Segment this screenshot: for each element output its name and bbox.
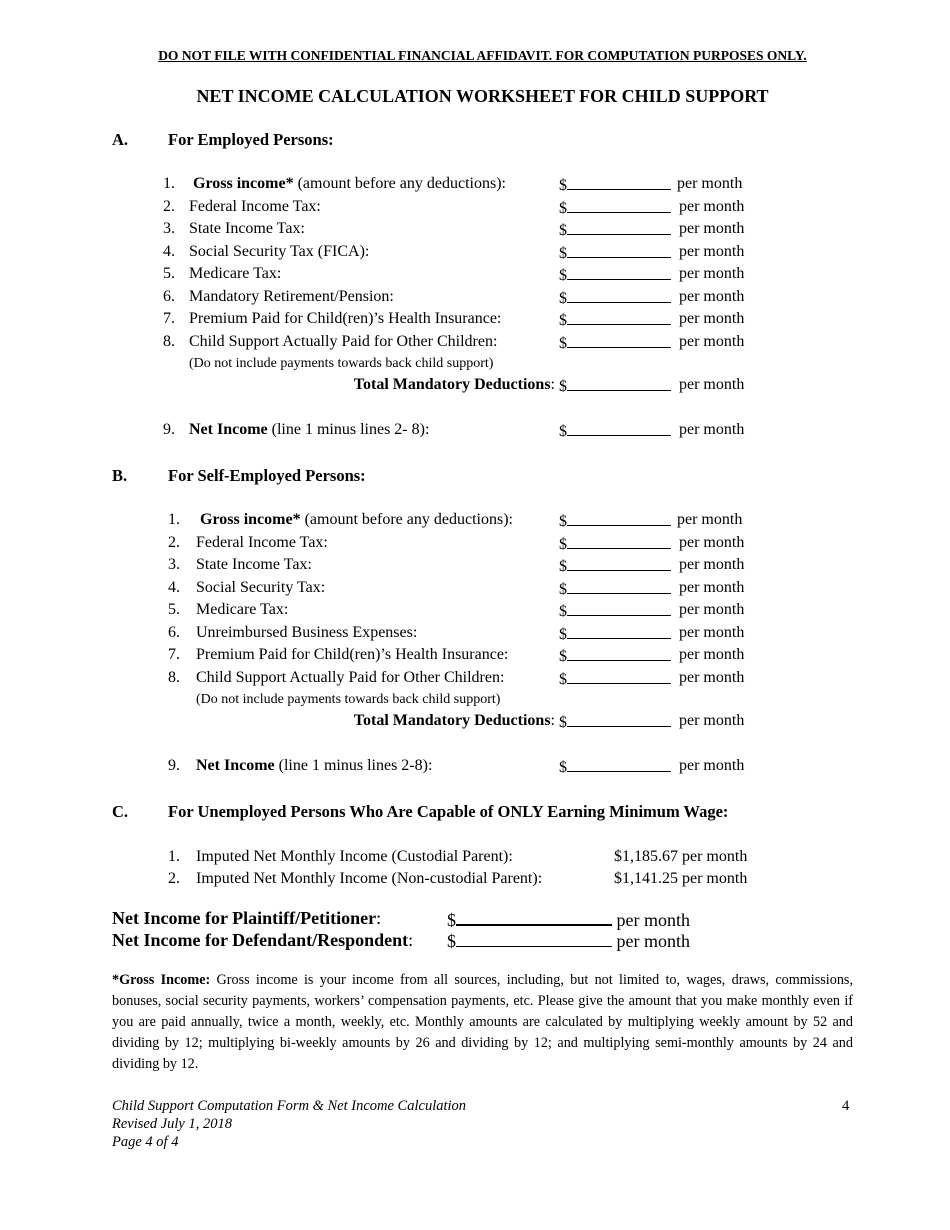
per-month-label: per month [679,421,745,438]
footnote-text: Gross income is your income from all sources, including, but not limited to, wages, draws, commissions, bonuses, social security payments, workers’ compensation payments, etc. Please give the amount that you make monthly even if you are paid annually, twice a month, weekly, etc. Monthly amounts are calculated by multiplying weekly amount by 52 and dividing by 12; multiplying bi-weekly amounts by 26 and dividing by 12; and multiplying semi-monthly amounts by 24 and dividing by 12. [112,972,853,1072]
deduction-line-label: Medicare Tax: [196,601,289,618]
section-a-heading: For Employed Persons: [168,130,334,149]
currency-symbol: $ [559,558,567,575]
line-description [196,556,312,574]
per-month-label: per month [679,265,745,282]
per-month-label: per month [679,624,745,641]
currency-symbol: $ [559,335,567,352]
line-description [189,288,394,306]
deduction-line-label: Medicare Tax: [189,265,282,282]
amount-field[interactable] [559,243,671,263]
deduction-line-label: Unreimbursed Business Expenses: [196,624,418,641]
amount-field[interactable] [559,421,671,441]
line-number: 2. [168,534,180,551]
amount-blank[interactable] [567,376,671,391]
deduction-line-label: Federal Income Tax: [189,198,321,215]
amount-field[interactable] [559,646,671,666]
footnote-term: *Gross Income: [112,972,211,988]
gross-income-term: Gross income* [193,175,294,192]
line-description [189,310,501,328]
deduction-line-label: Federal Income Tax: [196,534,328,551]
amount-blank[interactable] [567,556,671,571]
plaintiff-net-income-blank[interactable] [456,908,612,926]
total-deductions-label: Total Mandatory Deductions [353,376,551,393]
net-income-qualifier: (line 1 minus lines 2-8): [274,757,433,774]
amount-field[interactable] [559,669,671,689]
amount-blank[interactable] [567,624,671,639]
currency-symbol: $ [559,581,567,598]
line-number: 1. [168,511,180,528]
colon: : [550,376,555,393]
amount-field[interactable] [559,624,671,644]
per-month-label: per month [679,601,745,618]
per-month-label: per month [679,288,745,305]
line-number: 3. [163,220,175,237]
amount-field[interactable] [559,556,671,576]
line-description [196,601,288,619]
net-income-qualifier: (line 1 minus lines 2- 8): [267,421,430,438]
line-number: 5. [163,265,175,282]
section-b-heading: For Self-Employed Persons: [168,466,366,485]
currency-symbol: $ [559,312,567,329]
currency-symbol: $ [559,603,567,620]
amount-blank[interactable] [567,288,671,303]
per-month-label: per month [679,757,745,774]
currency-symbol: $ [559,290,567,307]
per-month-label: per month [679,579,745,596]
line-number: 9. [163,421,175,438]
net-income-description [189,421,429,439]
per-month-label: per month [677,511,743,528]
amount-blank[interactable] [567,712,671,727]
deduction-line-label: Child Support Actually Paid for Other Children: [196,669,505,686]
section-b-letter: B. [112,466,128,485]
section-c-line-label: Imputed Net Monthly Income (Custodial Parent): [196,848,513,865]
amount-field[interactable] [559,376,671,396]
currency-symbol: $ [559,423,567,440]
line-number: 5. [168,601,180,618]
currency-symbol: $ [559,671,567,688]
per-month-label: per month [679,198,745,215]
plaintiff-net-income-row [112,908,381,929]
line-number: 6. [163,288,175,305]
currency-symbol: $ [559,267,567,284]
amount-field[interactable] [559,511,671,531]
gross-income-qualifier: (amount before any deductions): [293,175,506,192]
footer-page-of: Page 4 of 4 [112,1134,179,1150]
total-deductions-label-row [155,376,555,394]
amount-field[interactable] [559,175,671,195]
currency-symbol: $ [559,648,567,665]
amount-blank[interactable] [567,601,671,616]
currency-symbol: $ [559,245,567,262]
net-income-description [196,757,432,775]
currency-symbol: $ [447,931,456,951]
amount-blank[interactable] [567,534,671,549]
amount-blank[interactable] [567,579,671,594]
deduction-line-label: Mandatory Retirement/Pension: [189,288,394,305]
footer-revision-date: Revised July 1, 2018 [112,1116,232,1132]
net-income-term: Net Income [196,757,275,774]
deduction-line-label: Premium Paid for Child(ren)’s Health Insurance: [196,646,509,663]
line-description [196,669,504,687]
deduction-line-label: State Income Tax: [189,220,305,237]
per-month-label: per month [677,175,743,192]
back-support-note: (Do not include payments towards back child support) [189,356,494,371]
amount-field[interactable] [559,601,671,621]
line-description [189,220,305,238]
colon: : [550,712,555,729]
amount-field[interactable] [559,198,671,218]
gross-income-footnote [112,970,853,1075]
currency-symbol: $ [559,536,567,553]
line-description [189,333,497,351]
section-c-line-number: 1. [168,848,180,865]
section-c-line-number: 2. [168,870,180,887]
total-deductions-label: Total Mandatory Deductions [353,712,551,729]
deduction-line-label: Social Security Tax: [196,579,326,596]
amount-field[interactable] [559,333,671,353]
page-title: NET INCOME CALCULATION WORKSHEET FOR CHILD SUPPORT [196,86,769,106]
per-month-label: per month [679,669,745,686]
line-number: 8. [168,669,180,686]
amount-blank[interactable] [567,511,671,526]
amount-blank[interactable] [567,175,671,190]
currency-symbol: $ [559,513,567,530]
deduction-line-label: Social Security Tax (FICA): [189,243,370,260]
amount-blank[interactable] [567,333,671,348]
line-description [196,624,417,642]
per-month-label: per month [616,910,690,930]
currency-symbol: $ [559,378,567,395]
line-number: 7. [163,310,175,327]
per-month-label: per month [679,333,745,350]
per-month-label: per month [679,534,745,551]
line-description [189,265,281,283]
currency-symbol: $ [559,222,567,239]
colon: : [376,908,382,928]
section-c-line-label: Imputed Net Monthly Income (Non-custodial Parent): [196,870,543,887]
net-income-term: Net Income [189,421,268,438]
gross-income-qualifier: (amount before any deductions): [300,511,513,528]
currency-symbol: $ [559,759,567,776]
gross-income-term: Gross income* [200,511,301,528]
colon: : [408,930,414,950]
deduction-line-label: Child Support Actually Paid for Other Children: [189,333,498,350]
amount-field[interactable] [559,757,671,777]
amount-field[interactable] [559,534,671,554]
currency-symbol: $ [559,177,567,194]
line-description [189,198,321,216]
per-month-label: per month [616,931,690,951]
amount-field[interactable] [559,220,671,240]
amount-blank[interactable] [567,198,671,213]
defendant-net-income-row [112,930,413,951]
line-number: 6. [168,624,180,641]
amount-blank[interactable] [567,310,671,325]
line-number: 4. [168,579,180,596]
line-number: 9. [168,757,180,774]
currency-symbol: $ [559,200,567,217]
line-number: 1. [163,175,175,192]
total-deductions-label-row [155,712,555,730]
amount-field[interactable] [559,579,671,599]
section-c-letter: C. [112,802,129,821]
per-month-label: per month [679,376,745,393]
line-description [196,511,513,529]
amount-field[interactable] [559,712,671,732]
page-number: 4 [842,1098,850,1114]
plaintiff-net-income-label: Net Income for Plaintiff/Petitioner [112,908,377,928]
line-description [196,534,328,552]
per-month-label: per month [679,243,745,260]
amount-field[interactable] [559,288,671,308]
amount-field[interactable] [559,265,671,285]
amount-blank[interactable] [567,669,671,684]
line-description [196,579,325,597]
line-number: 4. [163,243,175,260]
amount-blank[interactable] [567,265,671,280]
per-month-label: per month [679,556,745,573]
line-description [196,646,508,664]
currency-symbol: $ [559,714,567,731]
per-month-label: per month [679,712,745,729]
deduction-line-label: Premium Paid for Child(ren)’s Health Insurance: [189,310,502,327]
footer-form-title: Child Support Computation Form & Net Income Calculation [112,1098,467,1114]
amount-blank[interactable] [567,757,671,772]
amount-field[interactable] [559,310,671,330]
gross-income-label [189,175,506,192]
per-month-label: per month [679,646,745,663]
section-c-heading: For Unemployed Persons Who Are Capable of ONLY Earning Minimum Wage: [168,802,729,821]
section-c-line-value: $1,185.67 per month [614,848,748,865]
deduction-line-label: State Income Tax: [196,556,312,573]
computation-notice: DO NOT FILE WITH CONFIDENTIAL FINANCIAL AFFIDAVIT. FOR COMPUTATION PURPOSES ONLY. [158,48,807,63]
amount-blank[interactable] [567,220,671,235]
defendant-net-income-field[interactable] [447,930,690,952]
currency-symbol: $ [447,910,456,930]
defendant-net-income-blank[interactable] [456,930,612,947]
currency-symbol: $ [559,626,567,643]
amount-blank[interactable] [567,646,671,661]
plaintiff-net-income-field[interactable] [447,908,690,931]
line-description [189,175,506,193]
line-number: 8. [163,333,175,350]
amount-blank[interactable] [567,421,671,436]
back-support-note: (Do not include payments towards back child support) [196,692,501,707]
per-month-label: per month [679,220,745,237]
line-number: 3. [168,556,180,573]
section-a-letter: A. [112,130,129,149]
section-c-line-value: $1,141.25 per month [614,870,748,887]
amount-blank[interactable] [567,243,671,258]
line-number: 2. [163,198,175,215]
per-month-label: per month [679,310,745,327]
defendant-net-income-label: Net Income for Defendant/Respondent [112,930,409,950]
gross-income-label [196,511,513,528]
line-description [189,243,369,261]
line-number: 7. [168,646,180,663]
